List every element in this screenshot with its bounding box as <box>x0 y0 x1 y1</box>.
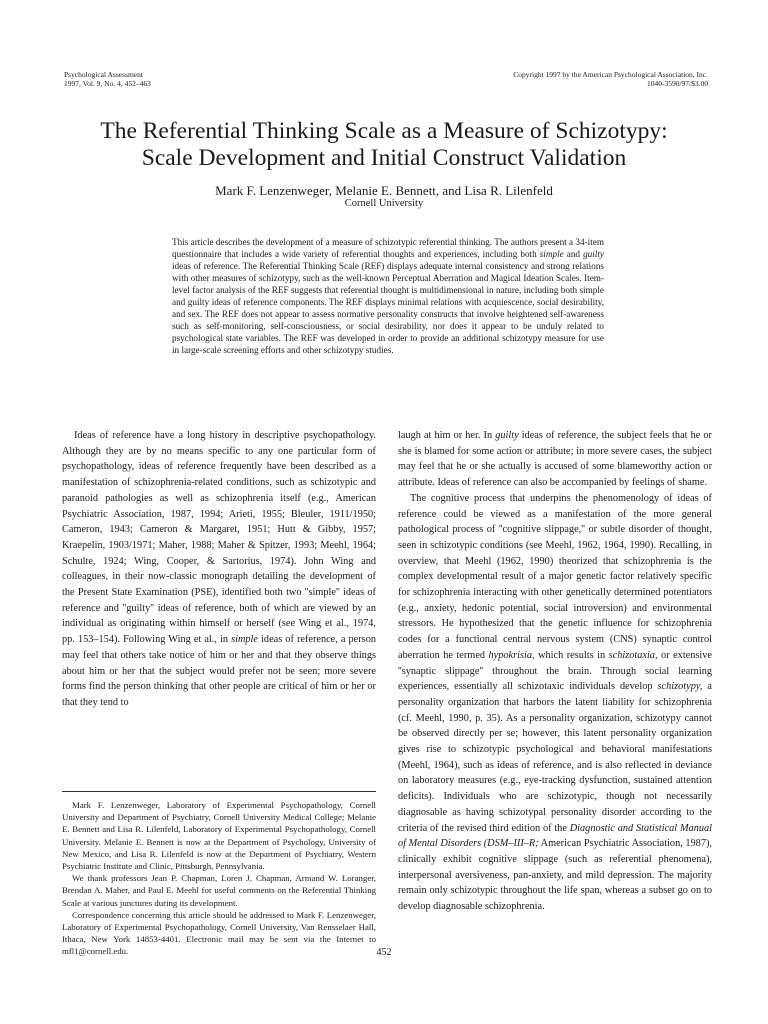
journal-header <box>64 70 151 88</box>
page-number: 452 <box>376 947 392 958</box>
issn-line: 1040-3590/97/$3.00 <box>646 79 708 88</box>
footnote-divider <box>62 791 376 792</box>
footnote-affiliations: Mark F. Lenzenweger, Laboratory of Experimental Psychopathology, Cornell University and Department of Psychiatry, Cornell University Medical College; Melanie E. Bennett and Lisa R. Lilenfeld, Laboratory of Experimental Psychopathology, Cornell University. Melanie E. Bennett is now at the Department of Psychology, University of New Mexico, and Lisa R. Lilenfeld is now at the Department of Psychiatry, Western Psychiatric Institute and Clinic, Pittsburgh, Pennsylvania. <box>62 800 376 872</box>
body-column-left <box>62 428 376 711</box>
body-paragraph: laugh at him or her. In guilty ideas of reference, the subject feels that he or she is blamed for some action or attribute; in more severe cases, the subject may feel that he or she actually is accused of some blameworthy action or attribute. Ideas of reference can also be accompanied by feelings of shame. <box>398 430 712 489</box>
footnote-correspondence: Correspondence concerning this article should be addressed to Mark F. Lenzenweger, Laboratory of Experimental Psychopathology, Cornell University, Van Rensselaer Hall, Ithaca, New York 14853-4401. Electronic mail may be sent via the Internet to mfl1@cornell.edu. <box>62 909 376 957</box>
abstract: This article describes the development of a measure of schizotypic referential thinking. The authors present a 34-item questionnaire that includes a wide variety of referential thoughts and experiences, including both simple and guilty ideas of reference. The Referential Thinking Scale (REF) displays adequate internal consistency and strong relations with other measures of schizotypy, such as the well-known Perceptual Aberration and Magical Ideation Scales. Item-level factor analysis of the REF suggests that referential thought is multidimensional in nature, including both simple and guilty ideas of reference components. The REF displays minimal relations with acquiescence, social desirability, and sex. The REF does not appear to assess normative personality constructs that involve heightened self-awareness such as self-monitoring, self-consciousness, or social desirability, nor does it appear to be unduly related to psychological state variables. The REF was developed in order to provide an additional schizotypy measure for use in large-scale screening efforts and other schizotypy studies. <box>172 237 604 356</box>
body-paragraph: The cognitive process that underpins the phenomenology of ideas of reference could be viewed as a manifestation of the more general pathological process of ''cognitive slippage,'' or subtle disorder of thought, seen in schizotypic conditions (see Meehl, 1962, 1964, 1990). Recalling, in overview, that Meehl (1962, 1990) theorized that schizophrenia is the complex developmental result of a major genetic factor relatively specific for schizophrenia interacting with other genetically determined potentiators (e.g., anxiety, hedonic potential, social introversion) and environmental stressors. He hypothesized that the genetic influence for schizophrenia codes for a functional central nervous system (CNS) synaptic control aberration he termed hypokrisia, which results in schizotaxia, or extensive ''synaptic slippage'' throughout the brain. Through social learning experiences, essentially all schizotaxic individuals develop schizotypy, a personality organization that harbors the latent liability for schizophrenia (cf. Meehl, 1990, p. 35). As a personality organization, schizotypy cannot be observed directly per se; however, this latent personality organization gives rise to schizotypic psychological and behavioral manifestations (Meehl, 1964), such as ideas of reference, and is also reflected in deviance on laboratory measures (e.g., eye-tracking dysfunction, sustained attention deficits). Individuals who are schizotypic, though not necessarily diagnosable as having schizotypal personality disorder according to the criteria of the revised third edition of the Diagnostic and Statistical Manual of Mental Disorders (DSM–III–R; American Psychiatric Association, 1987), clinically exhibit cognitive slippage (such as referential phenomena), interpersonal aversiveness, pan-anxiety, and mild depression. The majority remain only schizotypic throughout the life span, whereas a subset go on to develop diagnosable schizophrenia. <box>398 492 712 913</box>
footnote-acknowledgments: We thank professors Jean P. Chapman, Loren J. Chapman, Armand W. Loranger, Brendan A. Maher, and Paul E. Meehl for useful comments on the Referential Thinking Scale at various junctures during its development. <box>62 873 376 908</box>
title-line-2: Scale Development and Initial Construct Validation <box>141 145 627 171</box>
copyright-header <box>513 70 708 88</box>
paper-title <box>0 118 768 172</box>
author-note <box>62 799 376 958</box>
journal-issue: 1997, Vol. 9, No. 4, 452–463 <box>64 79 151 88</box>
body-paragraph: Ideas of reference have a long history in descriptive psychopathology. Although they are by no means specific to any one particular form of psychopathology, ideas of reference frequently have been described as a manifestation of schizophrenia-related conditions, such as schizotypic and paranoid pathologies as well as schizophrenia itself (e.g., American Psychiatric Association, 1987, 1994; Arieti, 1955; Bleuler, 1911/1950; Cameron, 1943; Cameron & Margaret, 1951; Hutt & Gibby, 1957; Kraepelin, 1903/1971; Maher, 1988; Maher & Spitzer, 1993; Meehl, 1964; Schulte, 1924; Wing, Cooper, & Sartorius, 1974). John Wing and colleagues, in their now-classic monograph detailing the development of the Present State Examination (PSE), identified both two ''simple'' ideas of reference and ''guilty'' ideas of reference, both of which are viewed by an individual as originating within himself or herself (see Wing et al., 1974, pp. 153–154). Following Wing et al., in simple ideas of reference, a person may feel that others take notice of him or her and that they observe things about him or her that the subject would prefer not be seen; more severe forms find the person thinking that other people are critical of him or her or that they tend to <box>62 430 376 708</box>
body-column-right <box>398 428 712 915</box>
copyright-line: Copyright 1997 by the American Psychological Association, Inc. <box>513 70 708 79</box>
authors: Mark F. Lenzenweger, Melanie E. Bennett, and Lisa R. Lilenfeld <box>215 183 553 198</box>
affiliation: Cornell University <box>344 198 424 209</box>
title-line-1: The Referential Thinking Scale as a Measure of Schizotypy: <box>100 118 668 144</box>
journal-name: Psychological Assessment <box>64 70 143 79</box>
